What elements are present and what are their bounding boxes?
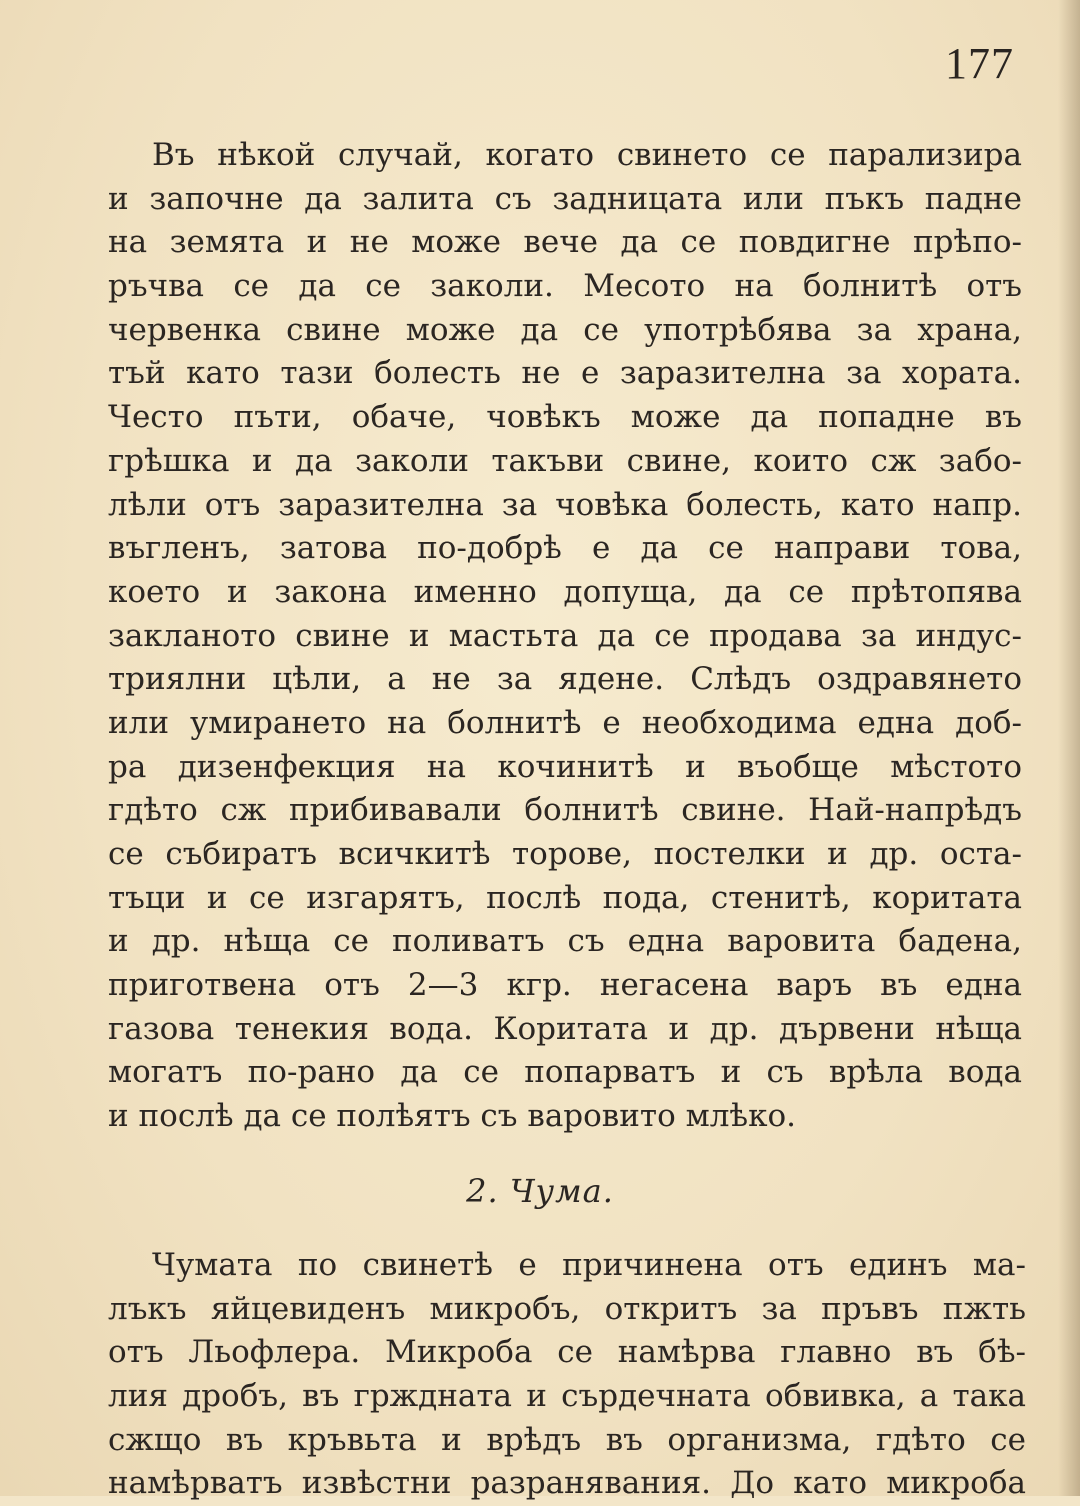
text-line: и др. нѣща се поливатъ съ една варовита бадена, bbox=[108, 923, 1022, 960]
text-line: Често пъти, обаче, човѣкъ може да попадне въ bbox=[108, 399, 1022, 436]
text-line: лѣли отъ заразителна за човѣка болесть, като напр. bbox=[108, 486, 1022, 523]
text-line: което и закона именно допуща, да се прѣтопява bbox=[108, 573, 1022, 610]
text-line: Чумата по свинетѣ е причинена отъ единъ ма- bbox=[152, 1247, 1026, 1283]
text-line: тъци и се изгарятъ, послѣ пода, стенитѣ, коритата bbox=[108, 879, 1022, 916]
text-line: червенка свине може да се употрѣбява за храна, bbox=[108, 311, 1022, 348]
text-line: и започне да залита съ задницата или пъкъ падне bbox=[108, 180, 1022, 217]
text-line: ра дизенфекция на кочинитѣ и въобще мѣстото bbox=[108, 748, 1022, 785]
text-line: сжщо въ кръвьта и врѣдъ въ организма, гдѣто се bbox=[108, 1421, 1026, 1458]
text-line: или умирането на болнитѣ е необходима една доб- bbox=[108, 704, 1022, 741]
text-line: отъ Льофлера. Микроба се намѣрва главно въ бѣ- bbox=[108, 1334, 1026, 1371]
text-line: газова тенекия вода. Коритата и др. дървени нѣща bbox=[108, 1010, 1022, 1047]
text-line: на земята и не може вече да се повдигне прѣпо- bbox=[108, 224, 1022, 261]
section-heading: 2. Чума. bbox=[466, 1172, 614, 1210]
text-line: Въ нѣкой случай, когато свинето се парализира bbox=[152, 137, 1022, 173]
page-edge-shadow bbox=[1058, 0, 1080, 1496]
text-line: закланото свине и мастьта да се продава за индус- bbox=[108, 617, 1022, 654]
text-line: лъкъ яйцевиденъ микробъ, откритъ за пръвъ пжть bbox=[108, 1290, 1026, 1327]
text-line: могатъ по-рано да се попарватъ и съ врѣла вода bbox=[108, 1054, 1022, 1091]
text-line: гдѣто сж прибивавали болнитѣ свине. Най-напрѣдъ bbox=[108, 792, 1022, 829]
page-number: 177 bbox=[945, 39, 1014, 88]
text-line: се събиратъ всичкитѣ торове, постелки и др. оста- bbox=[108, 836, 1022, 872]
text-line: намѣрватъ извѣстни разранявания. До като микроба bbox=[108, 1465, 1026, 1502]
paragraph-plague bbox=[108, 1244, 1026, 1506]
text-line: ръчва се да се заколи. Месото на болнитѣ отъ bbox=[108, 268, 1022, 305]
text-line: и послѣ да се полѣятъ съ варовито млѣко. bbox=[108, 1098, 796, 1135]
text-line: триялни цѣли, а не за ядене. Слѣдъ оздравянето bbox=[108, 661, 1022, 698]
text-line: грѣшка и да заколи такъви свине, които сж забо- bbox=[108, 442, 1022, 479]
paragraph-red-fever bbox=[108, 134, 1022, 1139]
text-line: тъй като тази болесть не е заразителна за хората. bbox=[108, 355, 1022, 392]
text-line: въгленъ, затова по-добрѣ е да се направи това, bbox=[108, 530, 1022, 567]
text-line: лия дробъ, въ грждната и сърдечната обвивка, а така bbox=[108, 1378, 1026, 1415]
text-line: приготвена отъ 2—3 кгр. негасена варъ въ една bbox=[108, 967, 1022, 1004]
